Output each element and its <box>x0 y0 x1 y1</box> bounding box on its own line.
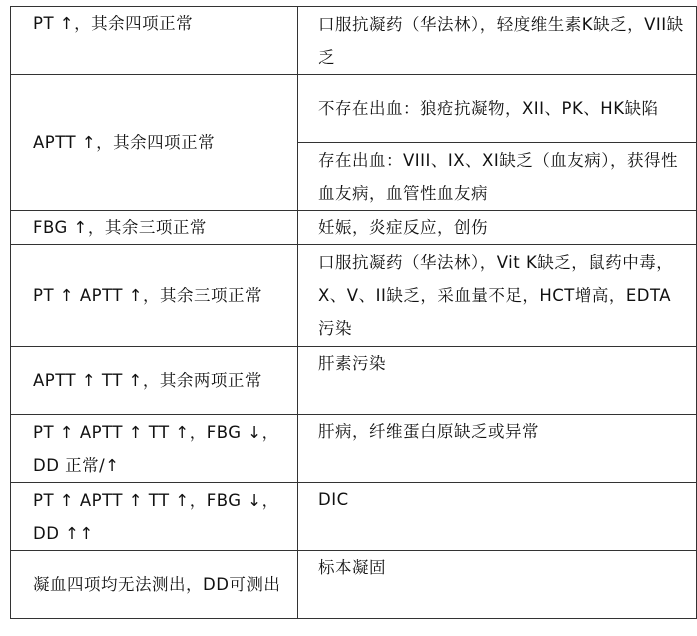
table-row <box>11 75 697 143</box>
condition-cell: FBG ↑，其余三项正常 <box>11 211 298 245</box>
table-row <box>11 7 697 75</box>
cause-cell: 口服抗凝药（华法林），轻度维生素K缺乏，VII缺乏 <box>298 7 697 75</box>
cause-cell: 肝素污染 <box>298 347 697 415</box>
coagulation-interpretation-table <box>10 6 697 619</box>
condition-cell: PT ↑ APTT ↑ TT ↑，FBG ↓，DD 正常/↑ <box>11 415 298 483</box>
cause-cell: 不存在出血：狼疮抗凝物，XII、PK、HK缺陷 <box>298 75 697 143</box>
table-row <box>11 245 697 347</box>
table-row <box>11 551 697 619</box>
cause-cell: 妊娠，炎症反应，创伤 <box>298 211 697 245</box>
cause-cell: 标本凝固 <box>298 551 697 619</box>
condition-cell: APTT ↑ TT ↑，其余两项正常 <box>11 347 298 415</box>
table-row <box>11 415 697 483</box>
table-row <box>11 211 697 245</box>
condition-cell: PT ↑ APTT ↑ TT ↑，FBG ↓，DD ↑↑ <box>11 483 298 551</box>
condition-cell: PT ↑，其余四项正常 <box>11 7 298 75</box>
cause-cell: 肝病，纤维蛋白原缺乏或异常 <box>298 415 697 483</box>
table-row <box>11 483 697 551</box>
condition-cell: APTT ↑，其余四项正常 <box>11 75 298 211</box>
cause-cell: 存在出血：VIII、IX、XI缺乏（血友病），获得性血友病，血管性血友病 <box>298 143 697 211</box>
condition-cell: PT ↑ APTT ↑，其余三项正常 <box>11 245 298 347</box>
condition-cell: 凝血四项均无法测出，DD可测出 <box>11 551 298 619</box>
cause-cell: 口服抗凝药（华法林），Vit K缺乏，鼠药中毒，X、V、II缺乏，采血量不足，HCT增高，EDTA污染 <box>298 245 697 347</box>
table-row <box>11 347 697 415</box>
cause-cell: DIC <box>298 483 697 551</box>
